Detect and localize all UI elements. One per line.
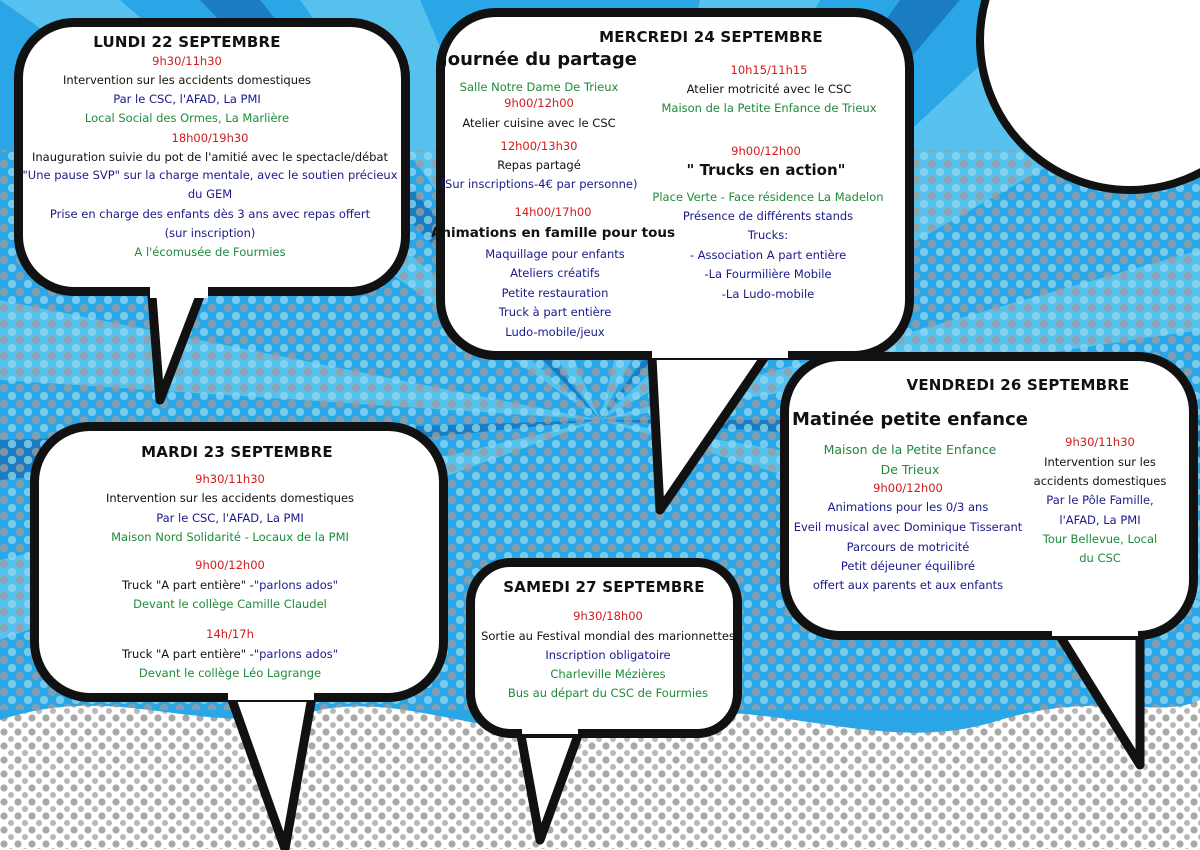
- mercredi-stands: Présence de différents stands: [682, 209, 854, 223]
- mercredi-time-2: 12h00/13h30: [500, 139, 578, 153]
- mercredi-time-1: 9h00/12h00: [504, 96, 574, 110]
- mercredi-truck: - Association A part entière: [689, 248, 847, 262]
- lundi-partners-1: Par le CSC, l'AFAD, La PMI: [113, 92, 261, 106]
- mardi-day-heading: MARDI 23 SEPTEMBRE: [141, 443, 333, 461]
- mercredi-event-3: Animations en famille pour tous: [430, 225, 676, 241]
- mardi-time-2: 9h00/12h00: [195, 558, 265, 572]
- vendredi-time-1: 9h00/12h00: [873, 481, 943, 495]
- vendredi-partners-2a: Par le Pôle Famille,: [1046, 493, 1154, 507]
- mercredi-activity: Truck à part entière: [498, 305, 612, 319]
- lundi-line-5: Prise en charge des enfants dès 3 ans avec repas offert: [49, 207, 371, 221]
- samedi-bubble-tail-cover: [522, 722, 582, 738]
- vendredi-activity: Eveil musical avec Dominique Tisserant: [793, 520, 1023, 534]
- mercredi-time-4: 10h15/11h15: [730, 63, 808, 77]
- mercredi-activity: Ludo-mobile/jeux: [505, 325, 605, 339]
- vendredi-event-2b: accidents domestiques: [1033, 474, 1167, 488]
- mercredi-day-heading: MERCREDI 24 SEPTEMBRE: [599, 28, 823, 46]
- vendredi-bubble-tail: [1040, 620, 1150, 770]
- lundi-line-3: "Une pause SVP" sur la charge mentale, avec le soutien précieux: [22, 168, 398, 182]
- vendredi-bubble-tail-cover: [1052, 624, 1142, 642]
- vendredi-place-b: De Trieux: [880, 462, 940, 477]
- samedi-time-1: 9h30/18h00: [573, 609, 643, 623]
- mardi-event-2: [122, 578, 338, 593]
- mardi-place-2: Devant le collège Camille Claudel: [133, 597, 327, 611]
- mardi-event-2-topic: "parlons ados": [253, 578, 339, 592]
- mercredi-note-2: (Sur inscriptions-4€ par personne): [440, 177, 638, 191]
- lundi-place-1: Local Social des Ormes, La Marlière: [84, 111, 290, 125]
- mardi-event-3: [122, 647, 338, 662]
- lundi-line-6: (sur inscription): [164, 226, 256, 240]
- vendredi-place-2a: Tour Bellevue, Local: [1042, 532, 1158, 546]
- vendredi-activity: Petit déjeuner équilibré: [840, 559, 976, 573]
- mercredi-place-5: Place Verte - Face résidence La Madelon: [652, 190, 884, 204]
- vendredi-place-2b: du CSC: [1079, 551, 1121, 565]
- vendredi-title: Matinée petite enfance: [792, 409, 1028, 430]
- vendredi-time-2: 9h30/11h30: [1065, 435, 1135, 449]
- mardi-event-3-truck: Truck "A part entière" -: [121, 647, 254, 661]
- lundi-place-2: A l'écomusée de Fourmies: [134, 245, 286, 259]
- mercredi-event-5: " Trucks en action": [686, 161, 846, 179]
- lundi-line-4: du GEM: [187, 187, 233, 201]
- mercredi-bubble-tail-cover: [652, 344, 792, 364]
- samedi-day-heading: SAMEDI 27 SEPTEMBRE: [503, 578, 705, 596]
- mercredi-activity: Petite restauration: [501, 286, 609, 300]
- mardi-event-3-topic: "parlons ados": [253, 647, 339, 661]
- mercredi-event-1: Atelier cuisine avec le CSC: [462, 116, 616, 130]
- mercredi-time-3: 14h00/17h00: [514, 205, 592, 219]
- mardi-bubble-tail-cover: [228, 686, 318, 706]
- samedi-place-1: Charleville Mézières: [550, 667, 666, 681]
- mercredi-event-2: Repas partagé: [497, 158, 581, 172]
- lundi-event-1: Intervention sur les accidents domestiques: [62, 73, 312, 87]
- vendredi-day-heading: VENDREDI 26 SEPTEMBRE: [906, 376, 1130, 394]
- vendredi-partners-2b: l'AFAD, La PMI: [1059, 513, 1141, 527]
- mercredi-event-4: Atelier motricité avec le CSC: [686, 82, 852, 96]
- mercredi-place: Salle Notre Dame De Trieux: [459, 80, 619, 94]
- lundi-bubble-tail-cover: [150, 284, 210, 304]
- lundi-event-2: Inauguration suivie du pot de l'amitié avec le spectacle/débat: [31, 150, 389, 164]
- mercredi-truck: -La Ludo-mobile: [721, 287, 815, 301]
- mercredi-truck: -La Fourmilière Mobile: [704, 267, 832, 281]
- samedi-note-1: Inscription obligatoire: [545, 648, 671, 662]
- vendredi-event-2a: Intervention sur les: [1044, 455, 1156, 469]
- vendredi-activity: Animations pour les 0/3 ans: [827, 500, 989, 514]
- mardi-time-1: 9h30/11h30: [195, 472, 265, 486]
- mercredi-place-4: Maison de la Petite Enfance de Trieux: [661, 101, 877, 115]
- mardi-partners-1: Par le CSC, l'AFAD, La PMI: [156, 511, 304, 525]
- samedi-bubble-tail: [510, 730, 590, 850]
- samedi-bus: Bus au départ du CSC de Fourmies: [507, 686, 709, 700]
- vendredi-activity: offert aux parents et aux enfants: [812, 578, 1004, 592]
- vendredi-activity: Parcours de motricité: [846, 540, 970, 554]
- mardi-place-3: Devant le collège Léo Lagrange: [138, 666, 322, 680]
- mercredi-title: Journée du partage: [441, 49, 637, 70]
- lundi-day-heading: LUNDI 22 SEPTEMBRE: [93, 33, 281, 51]
- lundi-time-1: 9h30/11h30: [152, 54, 222, 68]
- samedi-event-1: Sortie au Festival mondial des marionnettes: [481, 629, 735, 643]
- mercredi-activity: Ateliers créatifs: [510, 266, 600, 280]
- mercredi-time-5: 9h00/12h00: [731, 144, 801, 158]
- mardi-place-1: Maison Nord Solidarité - Locaux de la PMI: [111, 530, 349, 544]
- mardi-time-3: 14h/17h: [206, 627, 254, 641]
- mercredi-activity: Maquillage pour enfants: [485, 247, 625, 261]
- mercredi-trucks-label: Trucks:: [747, 228, 789, 242]
- vendredi-place-a: Maison de la Petite Enfance: [823, 442, 997, 457]
- mardi-event-2-truck: Truck "A part entière" -: [121, 578, 254, 592]
- lundi-time-2: 18h00/19h30: [171, 131, 249, 145]
- mardi-event-1: Intervention sur les accidents domestiques: [105, 491, 355, 505]
